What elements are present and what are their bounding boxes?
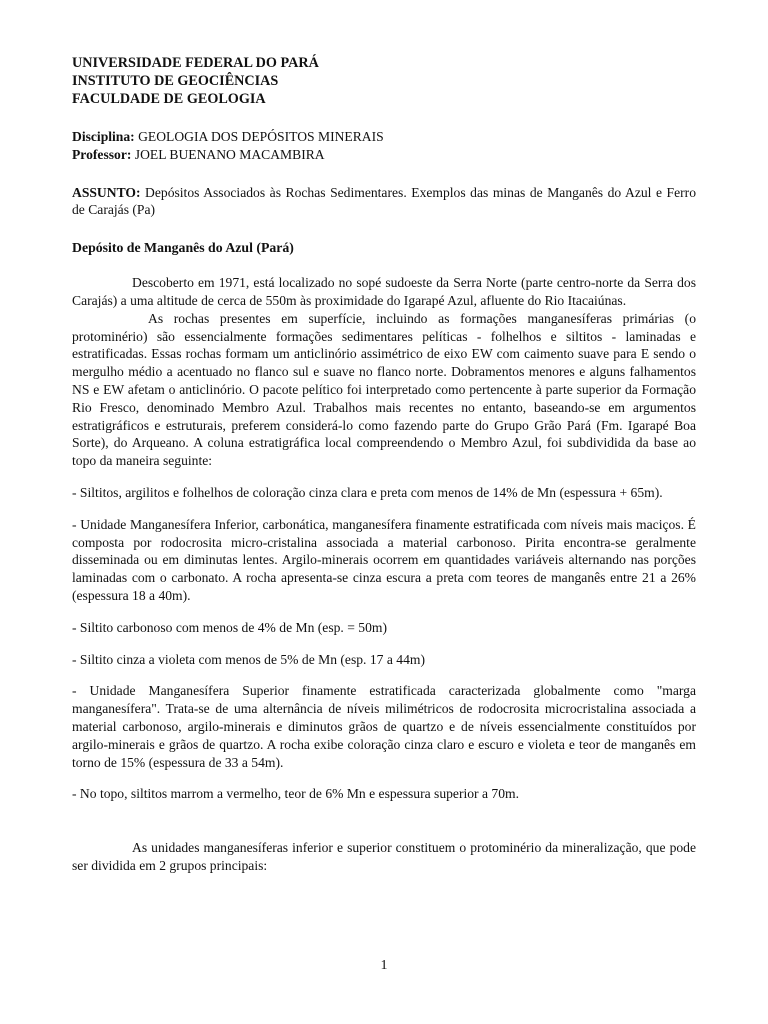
section-title: Depósito de Manganês do Azul (Pará) <box>72 240 294 256</box>
institute-name: INSTITUTO DE GEOCIÊNCIAS <box>72 73 279 89</box>
list-item: - Unidade Manganesífera Inferior, carbonática, manganesífera finamente estratificada com níveis mais maciços. É composta por rodocrosita micro-cristalina associada a material carbonoso. Pirita encontra-se geralmente disseminada ou em diminutas lentes. Argilo-minerais ocorrem em quantidades variáveis alternando nas porções laminadas com o carbonato. A rocha apresenta-se cinza escura a preta com teores de manganês entre 21 a 26% (espessura 18 a 40m). <box>72 516 696 603</box>
subject-text: Depósitos Associados às Rochas Sedimentares. Exemplos das minas de Manganês do Azul e Ferro de Carajás (Pa) <box>72 184 696 218</box>
paragraph-1: Descoberto em 1971, está localizado no sopé sudoeste da Serra Norte (parte centro-norte da Serra dos Carajás) a uma altitude de cerca de 550m às proximidade do Igarapé Azul, afluente do Rio Itacaiúnas. <box>72 275 696 308</box>
list-item: - Siltitos, argilitos e folhelhos de coloração cinza clara e preta com menos de 14% de Mn (espessura + 65m). <box>72 484 663 500</box>
professor-value: JOEL BUENANO MACAMBIRA <box>131 146 325 162</box>
list-item: - Siltito cinza a violeta com menos de 5% de Mn (esp. 17 a 44m) <box>72 651 425 667</box>
paragraph-3: As unidades manganesíferas inferior e superior constituem o protominério da mineralização, que pode ser dividida em 2 grupos principais: <box>72 840 696 873</box>
discipline-value: GEOLOGIA DOS DEPÓSITOS MINERAIS <box>134 129 384 144</box>
professor-line <box>72 146 696 164</box>
subject-paragraph <box>72 184 696 220</box>
list-item: - No topo, siltitos marrom a vermelho, teor de 6% Mn e espessura superior a 70m. <box>72 786 519 802</box>
list-item: - Unidade Manganesífera Superior finamente estratificada caracterizada globalmente como "marga manganesífera". Trata-se de uma alternância de níveis milimétricos de rodocrosita microcristalina associada a material carbonoso, argilo-minerais e diminutos grãos de quartzo e de níveis essencialmente constituídos por argilo-minerais e grãos de quartzo. A rocha exibe coloração cinza claro e escuro e violeta e teor de manganês em torno de 15% (espessura de 33 a 54m). <box>72 683 696 770</box>
paragraph-2: As rochas presentes em superfície, incluindo as formações manganesíferas primárias (o protominério) são essencialmente formações sedimentares pelíticas - folhelhos e siltitos - laminadas e estratificadas. Essas rochas formam um anticlinório assimétrico de eixo EW com caimento suave para E sendo o mergulho médio a acentuado no flanco sul e suave no flanco norte. Dobramentos menores e alguns falhamentos NS e EW afetam o anticlinório. O pacote pelítico foi interpretado como pertencente à parte superior da Formação Rio Fresco, denominado Membro Azul. Trabalhos mais recentes no entanto, baseando-se em argumentos estratigráficos e estruturais, preferem considerá-lo como fazendo parte do Grupo Grão Pará (Fm. Igarapé Boa Sorte), do Arqueano. A coluna estratigráfica local compreendendo o Membro Azul, foi subdividida da base ao topo da maneira seguinte: <box>72 310 696 469</box>
discipline-label: Disciplina: <box>72 129 135 144</box>
university-name: UNIVERSIDADE FEDERAL DO PARÁ <box>72 55 319 71</box>
list-item: - Siltito carbonoso com menos de 4% de Mn (esp. = 50m) <box>72 619 387 635</box>
faculty-name: FACULDADE DE GEOLOGIA <box>72 91 266 107</box>
professor-label: Professor: <box>72 146 132 162</box>
page-number: 1 <box>380 958 388 973</box>
discipline-line <box>72 128 696 146</box>
subject-label: ASSUNTO: <box>72 184 141 200</box>
